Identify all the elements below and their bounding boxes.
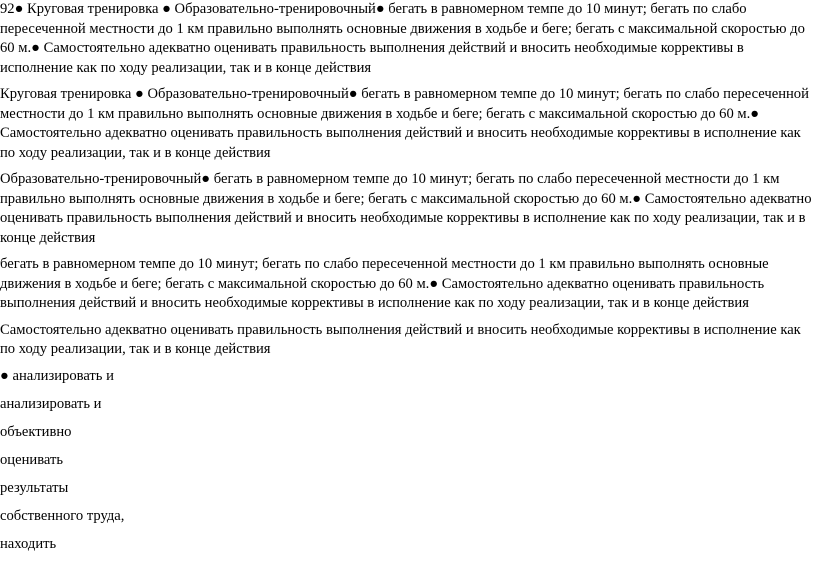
- paragraph-5: Самостоятельно адекватно оценивать правильность выполнения действий и вносить необходимые коррективы в исполнение как по ходу реализации, так и в конце действия: [0, 321, 801, 357]
- line-5: результаты: [0, 479, 69, 496]
- line-3: объективно: [0, 423, 72, 440]
- paragraph-3: Образовательно-тренировочный● бегать в равномерном темпе до 10 минут; бегать по слабо пересеченной местности до 1 км правильно выполнять основные движения в ходьбе и беге; бегать с максимальной скоростью до 60 м.● Самостоятельно адекватно оценивать правильность выполнения действий и вносить необходимые коррективы в исполнение как по ходу реализации, так и в конце действия: [0, 171, 812, 246]
- line-2: анализировать и: [0, 395, 102, 412]
- paragraph-4: бегать в равномерном темпе до 10 минут; бегать по слабо пересеченной местности до 1 км правильно выполнять основные движения в ходьбе и беге; бегать с максимальной скоростью до 60 м.● Самостоятельно адекватно оценивать правильность выполнения действий и вносить необходимые коррективы в исполнение как по ходу реализации, так и в конце действия: [0, 256, 769, 311]
- line-6: собственного труда,: [0, 507, 125, 524]
- paragraph-1: 92● Круговая тренировка ● Образовательно-тренировочный● бегать в равномерном темпе до 10 минут; бегать по слабо пересеченной местности до 1 км правильно выполнять основные движения в ходьбе и беге; бегать с максимальной скоростью до 60 м.● Самостоятельно адекватно оценивать правильность выполнения действий и вносить необходимые коррективы в исполнение как по ходу реализации, так и в конце действия: [0, 1, 805, 76]
- line-4: оценивать: [0, 451, 64, 468]
- line-7: находить: [0, 535, 57, 552]
- paragraph-2: Круговая тренировка ● Образовательно-тренировочный● бегать в равномерном темпе до 10 минут; бегать по слабо пересеченной местности до 1 км правильно выполнять основные движения в ходьбе и беге; бегать с максимальной скоростью до 60 м.● Самостоятельно адекватно оценивать правильность выполнения действий и вносить необходимые коррективы в исполнение как по ходу реализации, так и в конце действия: [0, 86, 809, 161]
- line-1: ● анализировать и: [0, 367, 114, 384]
